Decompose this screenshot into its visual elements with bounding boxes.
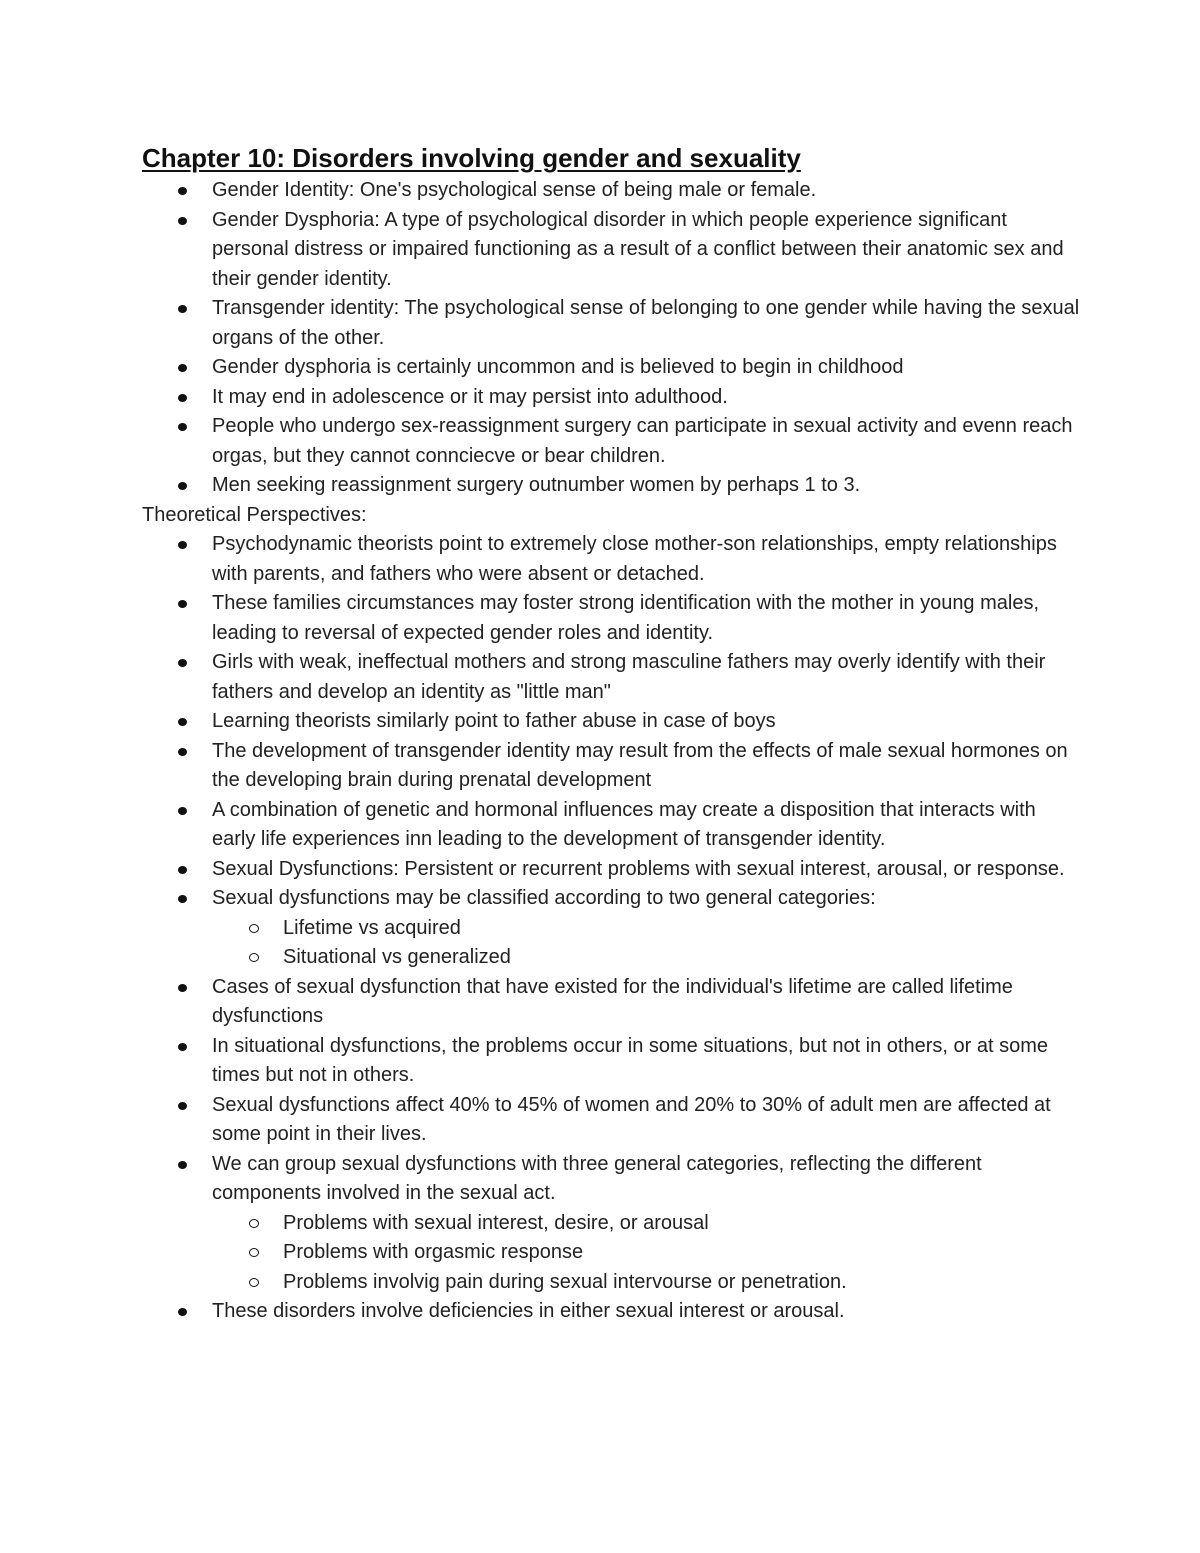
list-item-text: Transgender identity: The psychological sense of belonging to one gender while having the sexual organs of the other.	[212, 297, 1080, 349]
components-sublist	[142, 1209, 1082, 1298]
list-item-text: Cases of sexual dysfunction that have existed for the individual's lifetime are called lifetime dysfunctions	[212, 975, 1013, 1027]
bullet-icon	[178, 541, 187, 549]
page-title: Chapter 10: Disorders involving gender and sexuality	[142, 143, 801, 173]
list-item-text: Sexual dysfunctions affect 40% to 45% of women and 20% to 30% of adult men are affected at some point in their lives.	[212, 1093, 1051, 1145]
list-item-text: Men seeking reassignment surgery outnumber women by perhaps 1 to 3.	[212, 474, 861, 496]
list-item	[142, 855, 1082, 885]
list-item-text: The development of transgender identity may result from the effects of male sexual hormones on the developing brain during prenatal development	[212, 739, 1068, 791]
hollow-bullet-icon	[249, 1219, 259, 1228]
bullet-icon	[178, 1043, 187, 1051]
sublist-item	[142, 1268, 1082, 1298]
list-item	[142, 294, 1082, 353]
hollow-bullet-icon	[249, 953, 259, 962]
bullet-icon	[178, 1161, 187, 1169]
bullet-icon	[178, 1308, 187, 1316]
bullet-icon	[178, 1102, 187, 1110]
list-item	[142, 884, 1082, 914]
list-item-text: We can group sexual dysfunctions with three general categories, reflecting the different components involved in the sexual act.	[212, 1152, 982, 1204]
dysfunctions-list	[142, 973, 1082, 1209]
bullet-icon	[178, 364, 187, 372]
sublist-item	[142, 943, 1082, 973]
list-item	[142, 1150, 1082, 1209]
bullet-icon	[178, 748, 187, 756]
list-item	[142, 530, 1082, 589]
list-item	[142, 206, 1082, 295]
sublist-item-text: Problems with sexual interest, desire, or arousal	[283, 1211, 709, 1234]
bullet-icon	[178, 984, 187, 992]
list-item	[142, 1297, 1082, 1327]
list-item-text: Gender dysphoria is certainly uncommon and is believed to begin in childhood	[212, 356, 904, 378]
list-item	[142, 471, 1082, 501]
list-item-text: A combination of genetic and hormonal influences may create a disposition that interacts with early life experiences inn leading to the development of transgender identity.	[212, 798, 1036, 850]
list-item-text: Sexual Dysfunctions: Persistent or recurrent problems with sexual interest, arousal, or response.	[212, 857, 1065, 880]
list-item	[142, 973, 1082, 1032]
list-item	[142, 353, 1082, 383]
list-item-text: People who undergo sex-reassignment surgery can participate in sexual activity and evenn reach orgas, but they cannot connciecve or bear children.	[212, 415, 1073, 467]
list-item-text: Gender Dysphoria: A type of psychological disorder in which people experience significant personal distress or impaired functioning as a result of a conflict between their anatomic sex and their gender identity.	[212, 208, 1064, 290]
list-item	[142, 589, 1082, 648]
sublist-item	[142, 1238, 1082, 1268]
bullet-icon	[178, 718, 187, 726]
bullet-icon	[178, 895, 187, 903]
list-item-text: These families circumstances may foster strong identification with the mother in young males, leading to reversal of expected gender roles and identity.	[212, 592, 1040, 644]
list-item-text: These disorders involve deficiencies in either sexual interest or arousal.	[212, 1300, 845, 1322]
list-item-text: It may end in adolescence or it may persist into adulthood.	[212, 385, 728, 408]
sublist-item-text: Situational vs generalized	[283, 946, 511, 968]
bullet-icon	[178, 187, 187, 195]
bullet-icon	[178, 394, 187, 402]
bullet-icon	[178, 659, 187, 667]
sublist-item-text: Problems with orgasmic response	[283, 1241, 584, 1263]
bullet-icon	[178, 482, 187, 490]
section-heading: Theoretical Perspectives:	[142, 503, 367, 526]
list-item-text: Gender Identity: One's psychological sense of being male or female.	[212, 179, 817, 201]
list-item	[142, 383, 1082, 413]
bullet-icon	[178, 807, 187, 815]
list-item	[142, 412, 1082, 471]
bullet-icon	[178, 217, 187, 225]
list-item	[142, 1091, 1082, 1150]
bullet-icon	[178, 423, 187, 431]
list-item-text: Sexual dysfunctions may be classified according to two general categories:	[212, 887, 876, 909]
sublist-item	[142, 1209, 1082, 1239]
categories-sublist	[142, 914, 1082, 973]
list-item	[142, 707, 1082, 737]
hollow-bullet-icon	[249, 924, 259, 933]
list-item	[142, 648, 1082, 707]
sublist-item-text: Lifetime vs acquired	[283, 916, 461, 939]
hollow-bullet-icon	[249, 1248, 259, 1257]
bullet-icon	[178, 305, 187, 313]
bullet-icon	[178, 600, 187, 608]
definitions-list	[142, 176, 1082, 501]
theories-list	[142, 530, 1082, 914]
sublist-item	[142, 914, 1082, 944]
list-item-text: Psychodynamic theorists point to extremely close mother-son relationships, empty relationships with parents, and fathers who were absent or detached.	[212, 533, 1057, 585]
document-content	[142, 140, 1082, 1327]
list-item	[142, 176, 1082, 206]
bullet-icon	[178, 866, 187, 874]
sublist-item-text: Problems involvig pain during sexual intervourse or penetration.	[283, 1270, 847, 1293]
list-item	[142, 737, 1082, 796]
hollow-bullet-icon	[249, 1278, 259, 1287]
list-item	[142, 796, 1082, 855]
list-item-text: Learning theorists similarly point to father abuse in case of boys	[212, 710, 776, 732]
list-item-text: Girls with weak, ineffectual mothers and strong masculine fathers may overly identify with their fathers and develop an identity as "little man"	[212, 651, 1046, 703]
list-item-text: In situational dysfunctions, the problems occur in some situations, but not in others, or at some times but not in others.	[212, 1034, 1048, 1086]
list-item	[142, 1032, 1082, 1091]
closing-list	[142, 1297, 1082, 1327]
